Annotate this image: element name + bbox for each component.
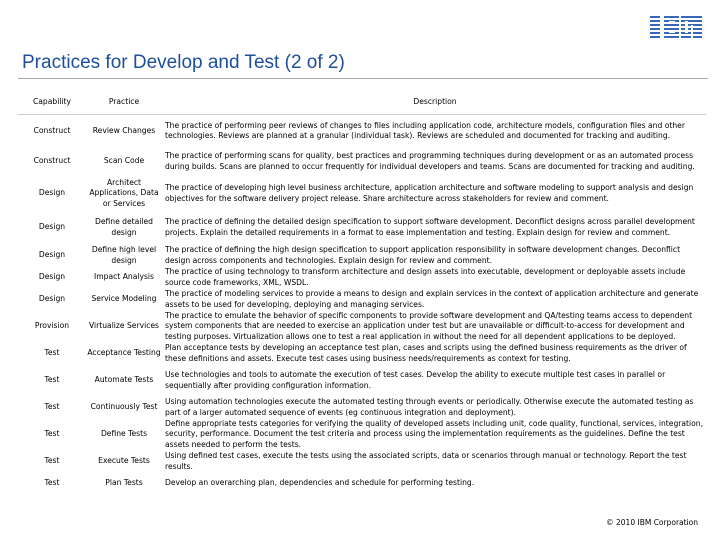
header-practice: Practice xyxy=(86,90,162,115)
capability-cell: Test xyxy=(44,429,60,439)
table-row xyxy=(18,343,706,365)
table-row xyxy=(18,397,706,419)
description-cell: The practice of defining the detailed design specification to support software development. Deconflict designs across parallel development projects. Explain the detailed requirements in a format to ease implementation and testing. Explain design for review and comment. xyxy=(165,217,695,237)
description-cell: Use technologies and tools to automate the execution of test cases. Develop the ability to execute multiple test cases in parallel or sequentially after providing configuration information. xyxy=(165,370,666,390)
practice-cell: Acceptance Testing xyxy=(87,348,161,358)
practice-cell: Virtualize Services xyxy=(88,321,160,331)
table-row xyxy=(18,311,706,343)
table-row xyxy=(18,211,706,245)
capability-cell: Design xyxy=(38,294,66,304)
description-cell: The practice of defining the high design specification to support application responsibility in software development changes. Deconflict design across components and technologies. Explain design for review and comment. xyxy=(165,245,681,265)
practice-cell: Define high level design xyxy=(91,245,157,265)
practice-cell: Scan Code xyxy=(103,156,145,166)
header-capability: Capability xyxy=(18,90,86,115)
table-row xyxy=(18,245,706,267)
description-cell: The practice of performing scans for quality, best practices and programming techniques during development or as an automated process during builds. Scans are planned to occur frequently for individual developers and teams. Scans are documented for tracking and auditing. xyxy=(165,151,695,171)
practice-cell: Define Tests xyxy=(100,429,148,439)
header-description: Description xyxy=(162,90,706,115)
ibm-logo xyxy=(650,16,702,38)
practice-cell: Automate Tests xyxy=(94,375,154,385)
capability-cell: Design xyxy=(38,250,66,260)
practice-cell: Continuously Test xyxy=(90,402,158,412)
capability-cell: Provision xyxy=(34,321,70,331)
practice-cell: Impact Analysis xyxy=(94,272,154,282)
description-cell: The practice of using technology to transform architecture and design assets into executable, development or deployable assets include source code frameworks, XML, WSDL. xyxy=(165,267,686,287)
table-row xyxy=(18,451,706,473)
practice-cell: Review Changes xyxy=(92,125,156,135)
capability-cell: Construct xyxy=(33,156,71,166)
capability-cell: Test xyxy=(44,375,60,385)
capability-cell: Test xyxy=(44,456,60,466)
practice-cell: Execute Tests xyxy=(98,456,150,466)
table-row xyxy=(18,365,706,397)
capability-cell: Design xyxy=(38,272,66,282)
description-cell: The practice to emulate the behavior of specific components to provide software development and QA/testing teams access to dependent system components that are needed to exercise an application under test but are unavailable or difficult-to-access for development and testing purposes. Virtualization allows one to test a real application in without the need for all dependent applications to be deployed. xyxy=(165,311,693,341)
description-cell: Develop an overarching plan, dependencies and schedule for performing testing. xyxy=(165,478,475,488)
table-row xyxy=(18,177,706,211)
capability-cell: Test xyxy=(44,478,60,488)
table-row xyxy=(18,147,706,177)
page-title: Practices for Develop and Test (2 of 2) xyxy=(22,52,345,73)
capability-cell: Test xyxy=(44,402,60,412)
table-row xyxy=(18,115,706,147)
capability-cell: Test xyxy=(44,348,60,358)
practice-cell: Define detailed design xyxy=(94,217,154,237)
practices-table xyxy=(18,90,706,495)
title-divider xyxy=(18,78,708,79)
practice-cell: Service Modeling xyxy=(91,294,157,304)
practice-cell: Plan Tests xyxy=(105,478,143,488)
capability-cell: Design xyxy=(38,188,66,198)
practice-cell: Architect Applications, Data or Services xyxy=(89,178,159,208)
description-cell: The practice of performing peer reviews of changes to files including application code, architecture models, configuration files and other technologies. Reviews are planned at a granular (individual task). Reviews are scheduled and documented for tracking and auditing. xyxy=(165,120,685,140)
capability-cell: Design xyxy=(38,222,66,232)
description-cell: The practice of modeling services to provide a means to design and explain services in the context of application architecture and generate assets to be used for developing, deploying and managing services. xyxy=(165,289,699,309)
description-cell: Define appropriate tests categories for verifying the quality of developed assets including unit, code quality, functional, services, integration, security, performance. Document the test criteria and process using the implementation requirements as the guidelines. Define the test assets needed to perform the tests. xyxy=(165,419,703,449)
copyright-footer: © 2010 IBM Corporation xyxy=(606,518,698,527)
description-cell: Using defined test cases, execute the tests using the associated scripts, data or scenarios through manual or technology. Report the test results. xyxy=(165,451,687,471)
description-cell: Plan acceptance tests by developing an acceptance test plan, cases and scripts using the defined business requirements as the driver of these definitions and assets. Execute test cases using business needs/requirements as context for testing. xyxy=(165,343,687,363)
table-header-row xyxy=(18,90,706,115)
table-row xyxy=(18,267,706,289)
table-row xyxy=(18,419,706,451)
description-cell: Using automation technologies execute the automated testing through events or periodically. Otherwise execute the automated testing as part of a larger automated sequence of events (eg continuous integration and deployment). xyxy=(165,397,694,417)
table-row xyxy=(18,289,706,311)
capability-cell: Construct xyxy=(33,125,71,135)
description-cell: The practice of developing high level business architecture, application architecture and software modeling to support analysis and design objectives for the software delivery project release. Share architecture across stakeholders for review and comment. xyxy=(165,183,694,203)
table-row xyxy=(18,473,706,495)
